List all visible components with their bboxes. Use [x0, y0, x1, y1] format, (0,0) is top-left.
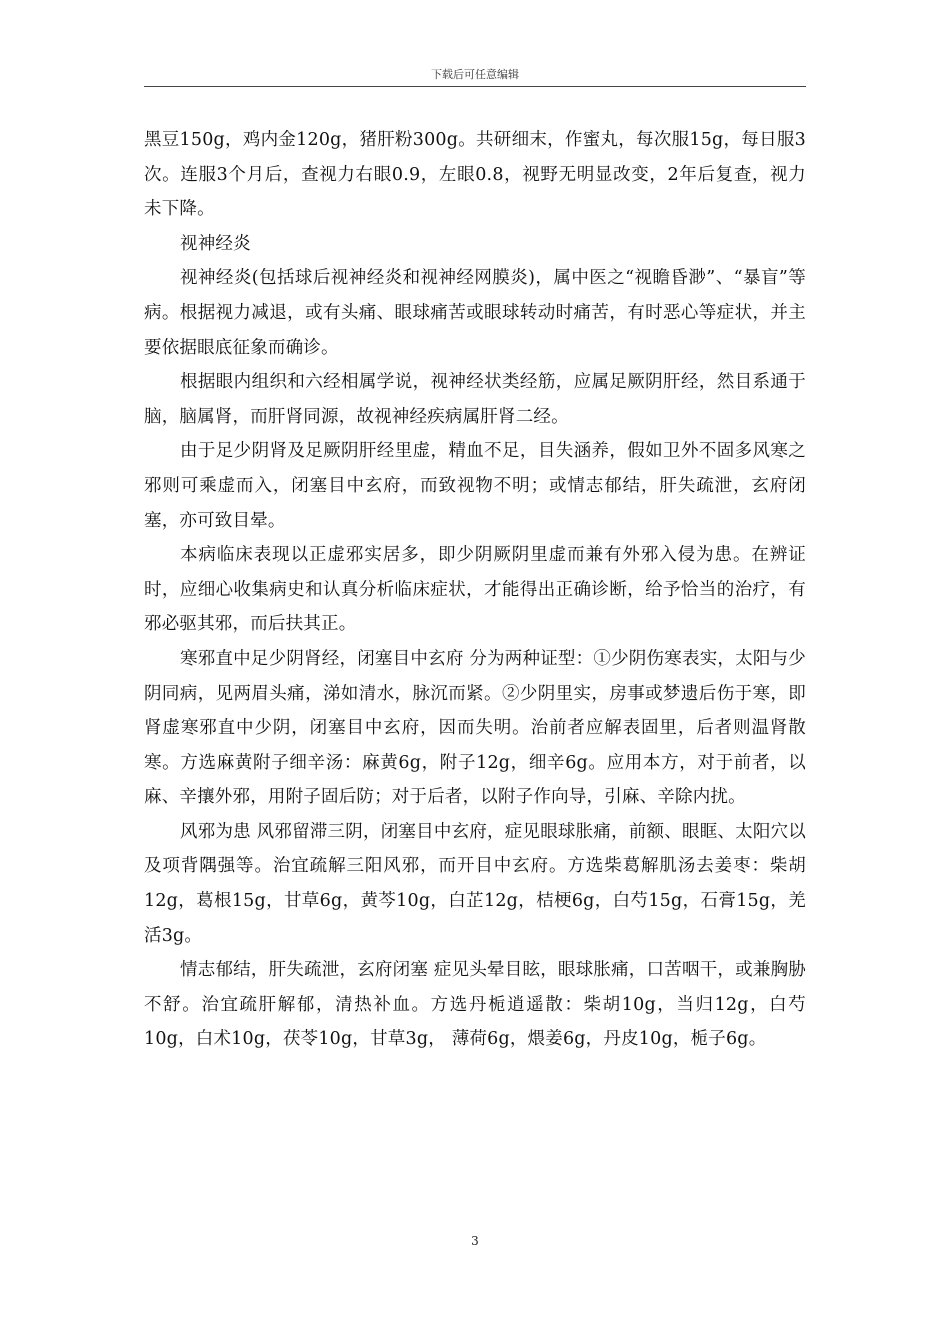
paragraph: 根据眼内组织和六经相属学说，视神经状类经筋，应属足厥阴肝经，然目系通于脑，脑属肾，而肝肾同源，故视神经疾病属肝肾二经。: [144, 372, 806, 427]
paragraph: 由于足少阴肾及足厥阴肝经里虚，精血不足，目失涵养，假如卫外不固多风寒之邪则可乘虚而入，闭塞目中玄府，而致视物不明；或情志郁结，肝失疏泄，玄府闭塞，亦可致目晕。: [144, 441, 806, 531]
page-number: 3: [471, 1234, 479, 1248]
paragraph: 视神经炎(包括球后视神经炎和视神经网膜炎)，属中医之“视瞻昏渺”、“暴盲”等病。根据视力减退，或有头痛、眼球痛苦或眼球转动时痛苦，有时恶心等症状，并主要依据眼底征象而确诊。: [144, 268, 806, 358]
paragraph: 黑豆150g，鸡内金120g，猪肝粉300g。共研细末，作蜜丸，每次服15g，每日服3次。连服3个月后，查视力右眼0.9，左眼0.8，视野无明显改变，2年后复查，视力未下降。: [144, 130, 806, 220]
paragraph: 情志郁结，肝失疏泄，玄府闭塞 症见头晕目眩，眼球胀痛，口苦咽干，或兼胸胁不舒。治宜疏肝解郁，清热补血。方选丹栀逍遥散：柴胡10g，当归12g，白芍10g，白术10g，茯苓10g，甘草3g， 薄荷6g，煨姜6g，丹皮10g，栀子6g。: [144, 960, 806, 1050]
page-body: [144, 123, 806, 1057]
section-heading: 视神经炎: [180, 233, 251, 254]
paragraph: 本病临床表现以正虚邪实居多，即少阴厥阴里虚而兼有外邪入侵为患。在辨证时，应细心收集病史和认真分析临床症状，才能得出正确诊断，给予恰当的治疗，有邪必驱其邪，而后扶其正。: [144, 545, 806, 635]
page-header: 下载后可任意编辑: [431, 68, 519, 81]
paragraph: 风邪为患 风邪留滞三阴，闭塞目中玄府，症见眼球胀痛，前额、眼眶、太阳穴以及项背隅强等。治宜疏解三阳风邪，而开目中玄府。方选柴葛解肌汤去姜枣：柴胡12g，葛根15g，甘草6g，黄芩10g，白芷12g，桔梗6g，白芍15g，石膏15g，羌活3g。: [144, 821, 806, 946]
header-divider: [144, 86, 806, 87]
paragraph: 寒邪直中足少阴肾经，闭塞目中玄府 分为两种证型：①少阴伤寒表实，太阳与少阴同病，见两眉头痛，涕如清水，脉沉而紧。②少阴里实，房事或梦遗后伤于寒，即肾虚寒邪直中少阴，闭塞目中玄府，因而失明。治前者应解表固里，后者则温肾散寒。方选麻黄附子细辛汤：麻黄6g，附子12g，细辛6g。应用本方，对于前者，以麻、辛攘外邪，用附子固后防；对于后者，以附子作向导，引麻、辛除内扰。: [144, 648, 806, 808]
